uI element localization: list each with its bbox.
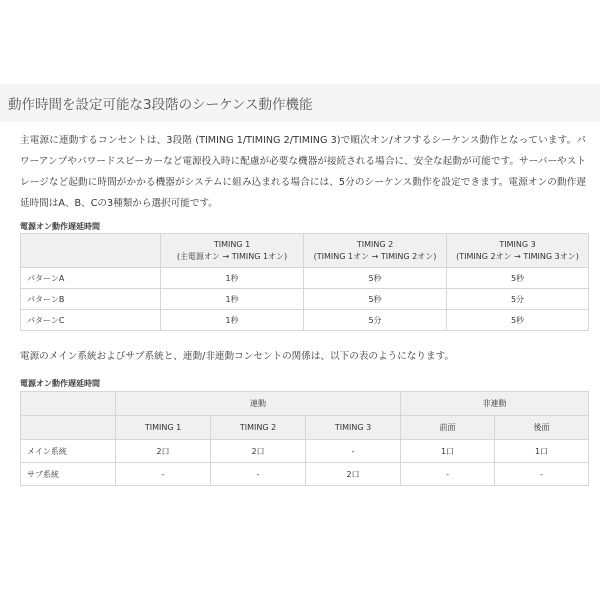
table-row: [21, 440, 589, 463]
table-row: [21, 310, 589, 331]
outlet-table-subheader-row: [21, 416, 589, 440]
table-row: [21, 463, 589, 486]
group-header-unlinked: 非連動: [401, 392, 589, 416]
table-cell: 1口: [495, 440, 589, 463]
section-heading: 動作時間を設定可能な3段階のシーケンス動作機能: [8, 97, 313, 113]
header-line1: TIMING 3: [499, 239, 536, 249]
group-header-linked: 連動: [116, 392, 401, 416]
table1-caption: 電源オン動作遅延時間: [20, 222, 100, 231]
table-cell: 5分: [304, 310, 447, 331]
table-row: [21, 268, 589, 289]
table-cell: 2口: [306, 463, 401, 486]
subheader-rear: 後面: [495, 416, 589, 440]
table-cell: -: [116, 463, 211, 486]
table-cell: -: [401, 463, 495, 486]
row-label: パターンB: [21, 289, 161, 310]
header-line1: TIMING 2: [356, 239, 394, 249]
table-cell: 1秒: [161, 289, 304, 310]
table-cell: 1口: [401, 440, 495, 463]
header-line2: (TIMING 1オン → TIMING 2オン): [313, 251, 437, 261]
outlet-table-corner: [21, 392, 116, 416]
subheader-timing3: TIMING 3: [306, 416, 401, 440]
table-cell: -: [306, 440, 401, 463]
subheader-front: 前面: [401, 416, 495, 440]
table-cell: -: [211, 463, 306, 486]
delay-table-header-row: [21, 234, 589, 268]
table-cell: 2口: [116, 440, 211, 463]
row-label: サブ系統: [21, 463, 116, 486]
outlet-table-corner-lower: [21, 416, 116, 440]
row-label: パターンC: [21, 310, 161, 331]
table-cell: 5秒: [304, 268, 447, 289]
intro-paragraph: 主電源に連動するコンセントは、3段階 (TIMING 1/TIMING 2/TIMING 3)で順次オン/オフするシーケンス動作となっています。パワーアンプやパワードスピーカーなど電源投入時に配慮が必要な機器が接続される場合に、安全な起動が可能です。サーバーやストレージなど起動に時間がかかる機器がシステムに組み込まれる場合には、5分のシーケンス動作を設定できます。電源オンの動作遅延時間はA、B、Cの3種類から選択可能です。: [20, 135, 586, 209]
delay-table-header-timing3: [447, 234, 589, 268]
table-row: [21, 289, 589, 310]
relation-paragraph: 電源のメイン系統およびサブ系統と、連動/非連動コンセントの関係は、以下の表のようになります。: [20, 351, 454, 362]
table-cell: 1秒: [161, 268, 304, 289]
outlet-table: [20, 391, 589, 486]
table-cell: 2口: [211, 440, 306, 463]
delay-table: [20, 233, 589, 331]
header-line2: (TIMING 2オン → TIMING 3オン): [456, 251, 579, 261]
row-label: メイン系統: [21, 440, 116, 463]
delay-table-header-timing2: [304, 234, 447, 268]
row-label: パターンA: [21, 268, 161, 289]
table-cell: 5秒: [304, 289, 447, 310]
header-line2: (主電源オン → TIMING 1オン): [176, 251, 288, 261]
table-cell: 5分: [447, 289, 589, 310]
table2-caption: 電源オン動作遅延時間: [20, 379, 100, 388]
table-cell: 1秒: [161, 310, 304, 331]
table-cell: 5秒: [447, 310, 589, 331]
subheader-timing1: TIMING 1: [116, 416, 211, 440]
table-cell: -: [495, 463, 589, 486]
delay-table-header-timing1: [161, 234, 304, 268]
delay-table-corner: [21, 234, 161, 268]
table-cell: 5秒: [447, 268, 589, 289]
outlet-table-group-row: [21, 392, 589, 416]
header-line1: TIMING 1: [213, 239, 251, 249]
subheader-timing2: TIMING 2: [211, 416, 306, 440]
